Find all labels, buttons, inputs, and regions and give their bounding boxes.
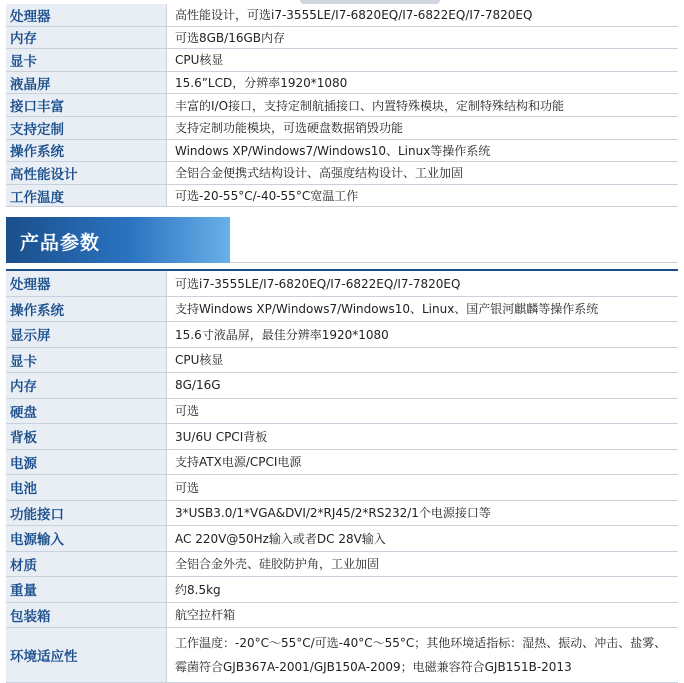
spec-value: 可选i7-3555LE/I7-6820EQ/I7-6822EQ/I7-7820EQ — [167, 270, 679, 296]
spec-row — [6, 347, 678, 373]
spec-key: 包装箱 — [6, 602, 167, 628]
spec-row — [6, 475, 678, 501]
spec-key: 背板 — [6, 424, 167, 450]
spec-key: 处理器 — [6, 270, 167, 296]
spec-row — [6, 602, 678, 628]
spec-key: 显卡 — [6, 49, 167, 72]
spec-row — [6, 322, 678, 348]
spec-key: 工作温度 — [6, 184, 167, 207]
spec-value: 可选8GB/16GB内存 — [167, 26, 679, 49]
spec-value: 8G/16G — [167, 373, 679, 399]
spec-row — [6, 449, 678, 475]
spec-row — [6, 551, 678, 577]
spec-row — [6, 116, 678, 139]
spec-row — [6, 4, 678, 26]
parameter-table — [6, 269, 678, 683]
spec-row — [6, 577, 678, 603]
spec-key: 内存 — [6, 26, 167, 49]
spec-key: 显示屏 — [6, 322, 167, 348]
spec-value: 15.6”LCD，分辨率1920*1080 — [167, 71, 679, 94]
spec-key: 处理器 — [6, 4, 167, 26]
spec-key: 电源 — [6, 449, 167, 475]
spec-value: 可选 — [167, 475, 679, 501]
spec-row — [6, 373, 678, 399]
spec-key: 高性能设计 — [6, 162, 167, 185]
spec-value: 15.6寸液晶屏，最佳分辨率1920*1080 — [167, 322, 679, 348]
spec-row-environment — [6, 628, 678, 683]
spec-row — [6, 424, 678, 450]
spec-row — [6, 296, 678, 322]
spec-key: 内存 — [6, 373, 167, 399]
spec-value: AC 220V@50Hz输入或者DC 28V输入 — [167, 526, 679, 552]
spec-value: CPU核显 — [167, 347, 679, 373]
spec-value: 高性能设计，可选i7-3555LE/I7-6820EQ/I7-6822EQ/I7-7820EQ — [167, 4, 679, 26]
spec-value: 约8.5kg — [167, 577, 679, 603]
spec-value-line: 霉菌符合GJB367A-2001/GJB150A-2009；电磁兼容符合GJB151B-2013 — [175, 660, 572, 674]
spec-key: 支持定制 — [6, 116, 167, 139]
spec-key: 重量 — [6, 577, 167, 603]
spec-row — [6, 26, 678, 49]
spec-value: 可选-20-55°C/-40-55°C宽温工作 — [167, 184, 679, 207]
spec-value: 全铝合金外壳、硅胶防护角，工业加固 — [167, 551, 679, 577]
spec-value: 全铝合金便携式结构设计、高强度结构设计、工业加固 — [167, 162, 679, 185]
section-banner — [6, 217, 230, 263]
banner-divider — [230, 262, 678, 263]
spec-value: CPU核显 — [167, 49, 679, 72]
spec-row — [6, 162, 678, 185]
spec-value: 支持ATX电源/CPCI电源 — [167, 449, 679, 475]
spec-key: 液晶屏 — [6, 71, 167, 94]
section-title: 产品参数 — [20, 232, 101, 254]
spec-key: 显卡 — [6, 347, 167, 373]
spec-key: 接口丰富 — [6, 94, 167, 117]
spec-value: 丰富的I/O接口，支持定制航插接口、内置特殊模块，定制特殊结构和功能 — [167, 94, 679, 117]
spec-row — [6, 94, 678, 117]
spec-key: 材质 — [6, 551, 167, 577]
spec-value — [167, 628, 679, 683]
spec-key: 硬盘 — [6, 398, 167, 424]
spec-value: Windows XP/Windows7/Windows10、Linux等操作系统 — [167, 139, 679, 162]
spec-row — [6, 398, 678, 424]
spec-value: 支持Windows XP/Windows7/Windows10、Linux、国产银河麒麟等操作系统 — [167, 296, 679, 322]
spec-key: 功能接口 — [6, 500, 167, 526]
spec-row — [6, 500, 678, 526]
spec-row — [6, 71, 678, 94]
spec-key: 操作系统 — [6, 139, 167, 162]
spec-key: 环境适应性 — [6, 628, 167, 683]
spec-value-line: 工作温度：-20°C～55°C/可选-40°C～55°C；其他环境适指标：湿热、振动、冲击、盐雾、 — [175, 636, 667, 650]
spec-row — [6, 270, 678, 296]
spec-row — [6, 526, 678, 552]
spec-row — [6, 139, 678, 162]
spec-key: 电池 — [6, 475, 167, 501]
spec-value: 3U/6U CPCI背板 — [167, 424, 679, 450]
spec-key: 操作系统 — [6, 296, 167, 322]
spec-value: 3*USB3.0/1*VGA&DVI/2*RJ45/2*RS232/1个电源接口等 — [167, 500, 679, 526]
feature-table — [6, 4, 678, 207]
spec-value: 航空拉杆箱 — [167, 602, 679, 628]
spec-row — [6, 49, 678, 72]
spec-row — [6, 184, 678, 207]
spec-key: 电源输入 — [6, 526, 167, 552]
spec-value: 支持定制功能模块，可选硬盘数据销毁功能 — [167, 116, 679, 139]
spec-value: 可选 — [167, 398, 679, 424]
